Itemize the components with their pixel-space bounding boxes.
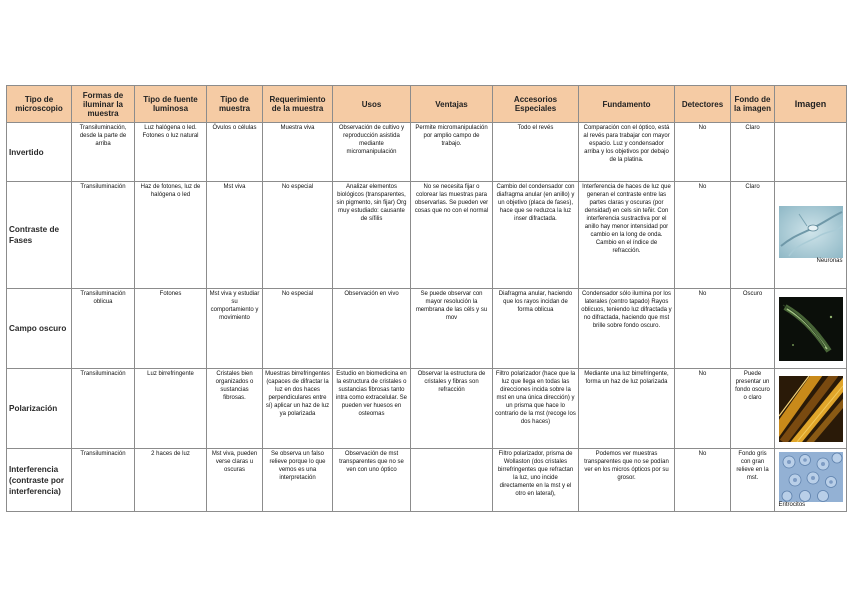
cell-requerimiento: No especial [263, 182, 333, 289]
cell-fondo: Oscuro [731, 289, 775, 369]
microscope-table [6, 85, 847, 512]
cell-accesorios: Todo el revés [493, 123, 579, 182]
cell-iluminacion: Transiluminación oblicua [72, 289, 135, 369]
header-usos: Usos [333, 86, 411, 123]
cell-ventajas [411, 449, 493, 512]
cell-fondo: Fondo gris con gran relieve en la mst. [731, 449, 775, 512]
header-imagen: Imagen [775, 86, 847, 123]
cell-fuente: Luz halógena o led. Fotones o luz natural [135, 123, 207, 182]
table-row [7, 123, 847, 182]
header-row [7, 86, 847, 123]
cell-requerimiento: Se observa un falso relieve porque lo que vemos es una interpretación [263, 449, 333, 512]
cell-muestra: Mst viva [207, 182, 263, 289]
cell-requerimiento: Muestras birrefringentes (capaces de difractar la luz en dos haces perpendiculares entre sí) aplicar un haz de luz ya polarizada [263, 369, 333, 449]
header-fuente: Tipo de fuente luminosa [135, 86, 207, 123]
row-name: Polarización [7, 369, 72, 449]
cell-detectores: No [675, 369, 731, 449]
neuron-micrograph-icon [779, 206, 843, 258]
cell-requerimiento: Muestra viva [263, 123, 333, 182]
header-tipo: Tipo de microscopio [7, 86, 72, 123]
cell-fundamento: Interferencia de haces de luz que generan el contraste entre las partes claras y oscuras (por densidad) en cels sin teñir. Con interferencia sustractiva por el anillo hay menor intensidad por cambio en la long de onda. Cambio en el índice de refracción. [579, 182, 675, 289]
cell-imagen [775, 369, 847, 449]
image-caption: Eritrocitos [778, 501, 806, 508]
header-iluminacion: Formas de iluminar la muestra [72, 86, 135, 123]
header-detectores: Detectores [675, 86, 731, 123]
table-row [7, 182, 847, 289]
cell-ventajas: Permite micromanipulación por amplio campo de trabajo. [411, 123, 493, 182]
table-row [7, 369, 847, 449]
cell-usos: Observación de mst transparentes que no se ven con uno óptico [333, 449, 411, 512]
header-requerimiento: Requerimiento de la muestra [263, 86, 333, 123]
cell-usos: Analizar elementos biológicos (transparentes, sin pigmento, sin fijar) Org muy estudiado: causante de sífilis [333, 182, 411, 289]
cell-iluminacion: Transiluminación [72, 449, 135, 512]
cell-fondo: Claro [731, 182, 775, 289]
header-fondo: Fondo de la imagen [731, 86, 775, 123]
table-row [7, 449, 847, 512]
row-name: Invertido [7, 123, 72, 182]
cell-muestra: Óvulos o células [207, 123, 263, 182]
cell-imagen [775, 182, 847, 289]
cell-detectores: No [675, 123, 731, 182]
row-name: Contraste de Fases [7, 182, 72, 289]
cell-muestra: Cristales bien organizados o sustancias fibrosas. [207, 369, 263, 449]
image-caption: Neuronas [816, 257, 843, 264]
cell-imagen [775, 123, 847, 182]
cell-iluminacion: Transiluminación [72, 369, 135, 449]
cell-ventajas: No se necesita fijar o colorear las muestras para observarlas. Se pueden ver cosas que no con el normal [411, 182, 493, 289]
cell-iluminacion: Transiluminación [72, 182, 135, 289]
cell-accesorios: Filtro polarizador (hace que la luz que llega en todas las direcciones incida sobre la mst en una única dirección) y un prisma que hace lo contrario de la mst (recoge los dos haces) [493, 369, 579, 449]
cell-usos: Observación de cultivo y reproducción asistida mediante micromanipulación [333, 123, 411, 182]
cell-accesorios: Diafragma anular, haciendo que los rayos incidan de forma oblicua [493, 289, 579, 369]
cell-usos: Observación en vivo [333, 289, 411, 369]
header-ventajas: Ventajas [411, 86, 493, 123]
cell-fundamento: Podemos ver muestras transparentes que no se podían ver en los micros ópticos por su grosor. [579, 449, 675, 512]
table-row [7, 289, 847, 369]
cell-imagen [775, 449, 847, 512]
row-name: Campo oscuro [7, 289, 72, 369]
cell-fundamento: Mediante una luz birrefringente, forma un haz de luz polarizada [579, 369, 675, 449]
cell-fundamento: Condensador sólo ilumina por los laterales (centro tapado) Rayos oblicuos, teniendo luz difractada y no difractada, haciendo que mst brille sobre fondo oscuro. [579, 289, 675, 369]
cell-accesorios: Filtro polarizador, prisma de Wollaston (dos cristales birrefringentes que refractan la luz, uno incide directamente en la mst y el otro en lateral), [493, 449, 579, 512]
cell-fondo: Claro [731, 123, 775, 182]
cell-ventajas: Observar la estructura de cristales y fibras son refracción [411, 369, 493, 449]
cell-detectores: No [675, 182, 731, 289]
cell-muestra: Mst viva y estudiar su comportamiento y movimiento [207, 289, 263, 369]
header-muestra: Tipo de muestra [207, 86, 263, 123]
polarized-micrograph-icon [779, 376, 843, 442]
cell-fuente: Luz birrefringente [135, 369, 207, 449]
cell-fuente: 2 haces de luz [135, 449, 207, 512]
cell-fuente: Fotones [135, 289, 207, 369]
cell-detectores: No [675, 289, 731, 369]
cell-detectores: No [675, 449, 731, 512]
cell-iluminacion: Transiluminación, desde la parte de arriba [72, 123, 135, 182]
header-fundamento: Fundamento [579, 86, 675, 123]
cell-usos: Estudio en biomedicina en la estructura de cristales o sustancias fibrosas tanto intra como extracelular. Se pueden ver huesos en osteomas [333, 369, 411, 449]
header-accesorios: Accesorios Especiales [493, 86, 579, 123]
cell-requerimiento: No especial [263, 289, 333, 369]
cell-muestra: Mst viva, pueden verse claras u oscuras [207, 449, 263, 512]
darkfield-micrograph-icon [779, 297, 843, 361]
erythrocyte-micrograph-icon [779, 452, 843, 502]
cell-fondo: Puede presentar un fondo oscuro o claro [731, 369, 775, 449]
row-name: Interferencia (contraste por interferencia) [7, 449, 72, 512]
cell-fundamento: Comparación con el óptico, está al revés para trabajar con mayor espacio. Luz y condensador arriba y los objetivos por debajo de la platina. [579, 123, 675, 182]
cell-fuente: Haz de fotones, luz de halógena o led [135, 182, 207, 289]
cell-imagen [775, 289, 847, 369]
cell-accesorios: Cambio del condensador con diafragma anular (en anillo) y un objetivo (placa de fases), hace que se reduzca la luz inser difractada. [493, 182, 579, 289]
cell-ventajas: Se puede observar con mayor resolución la membrana de las céls y su mov [411, 289, 493, 369]
